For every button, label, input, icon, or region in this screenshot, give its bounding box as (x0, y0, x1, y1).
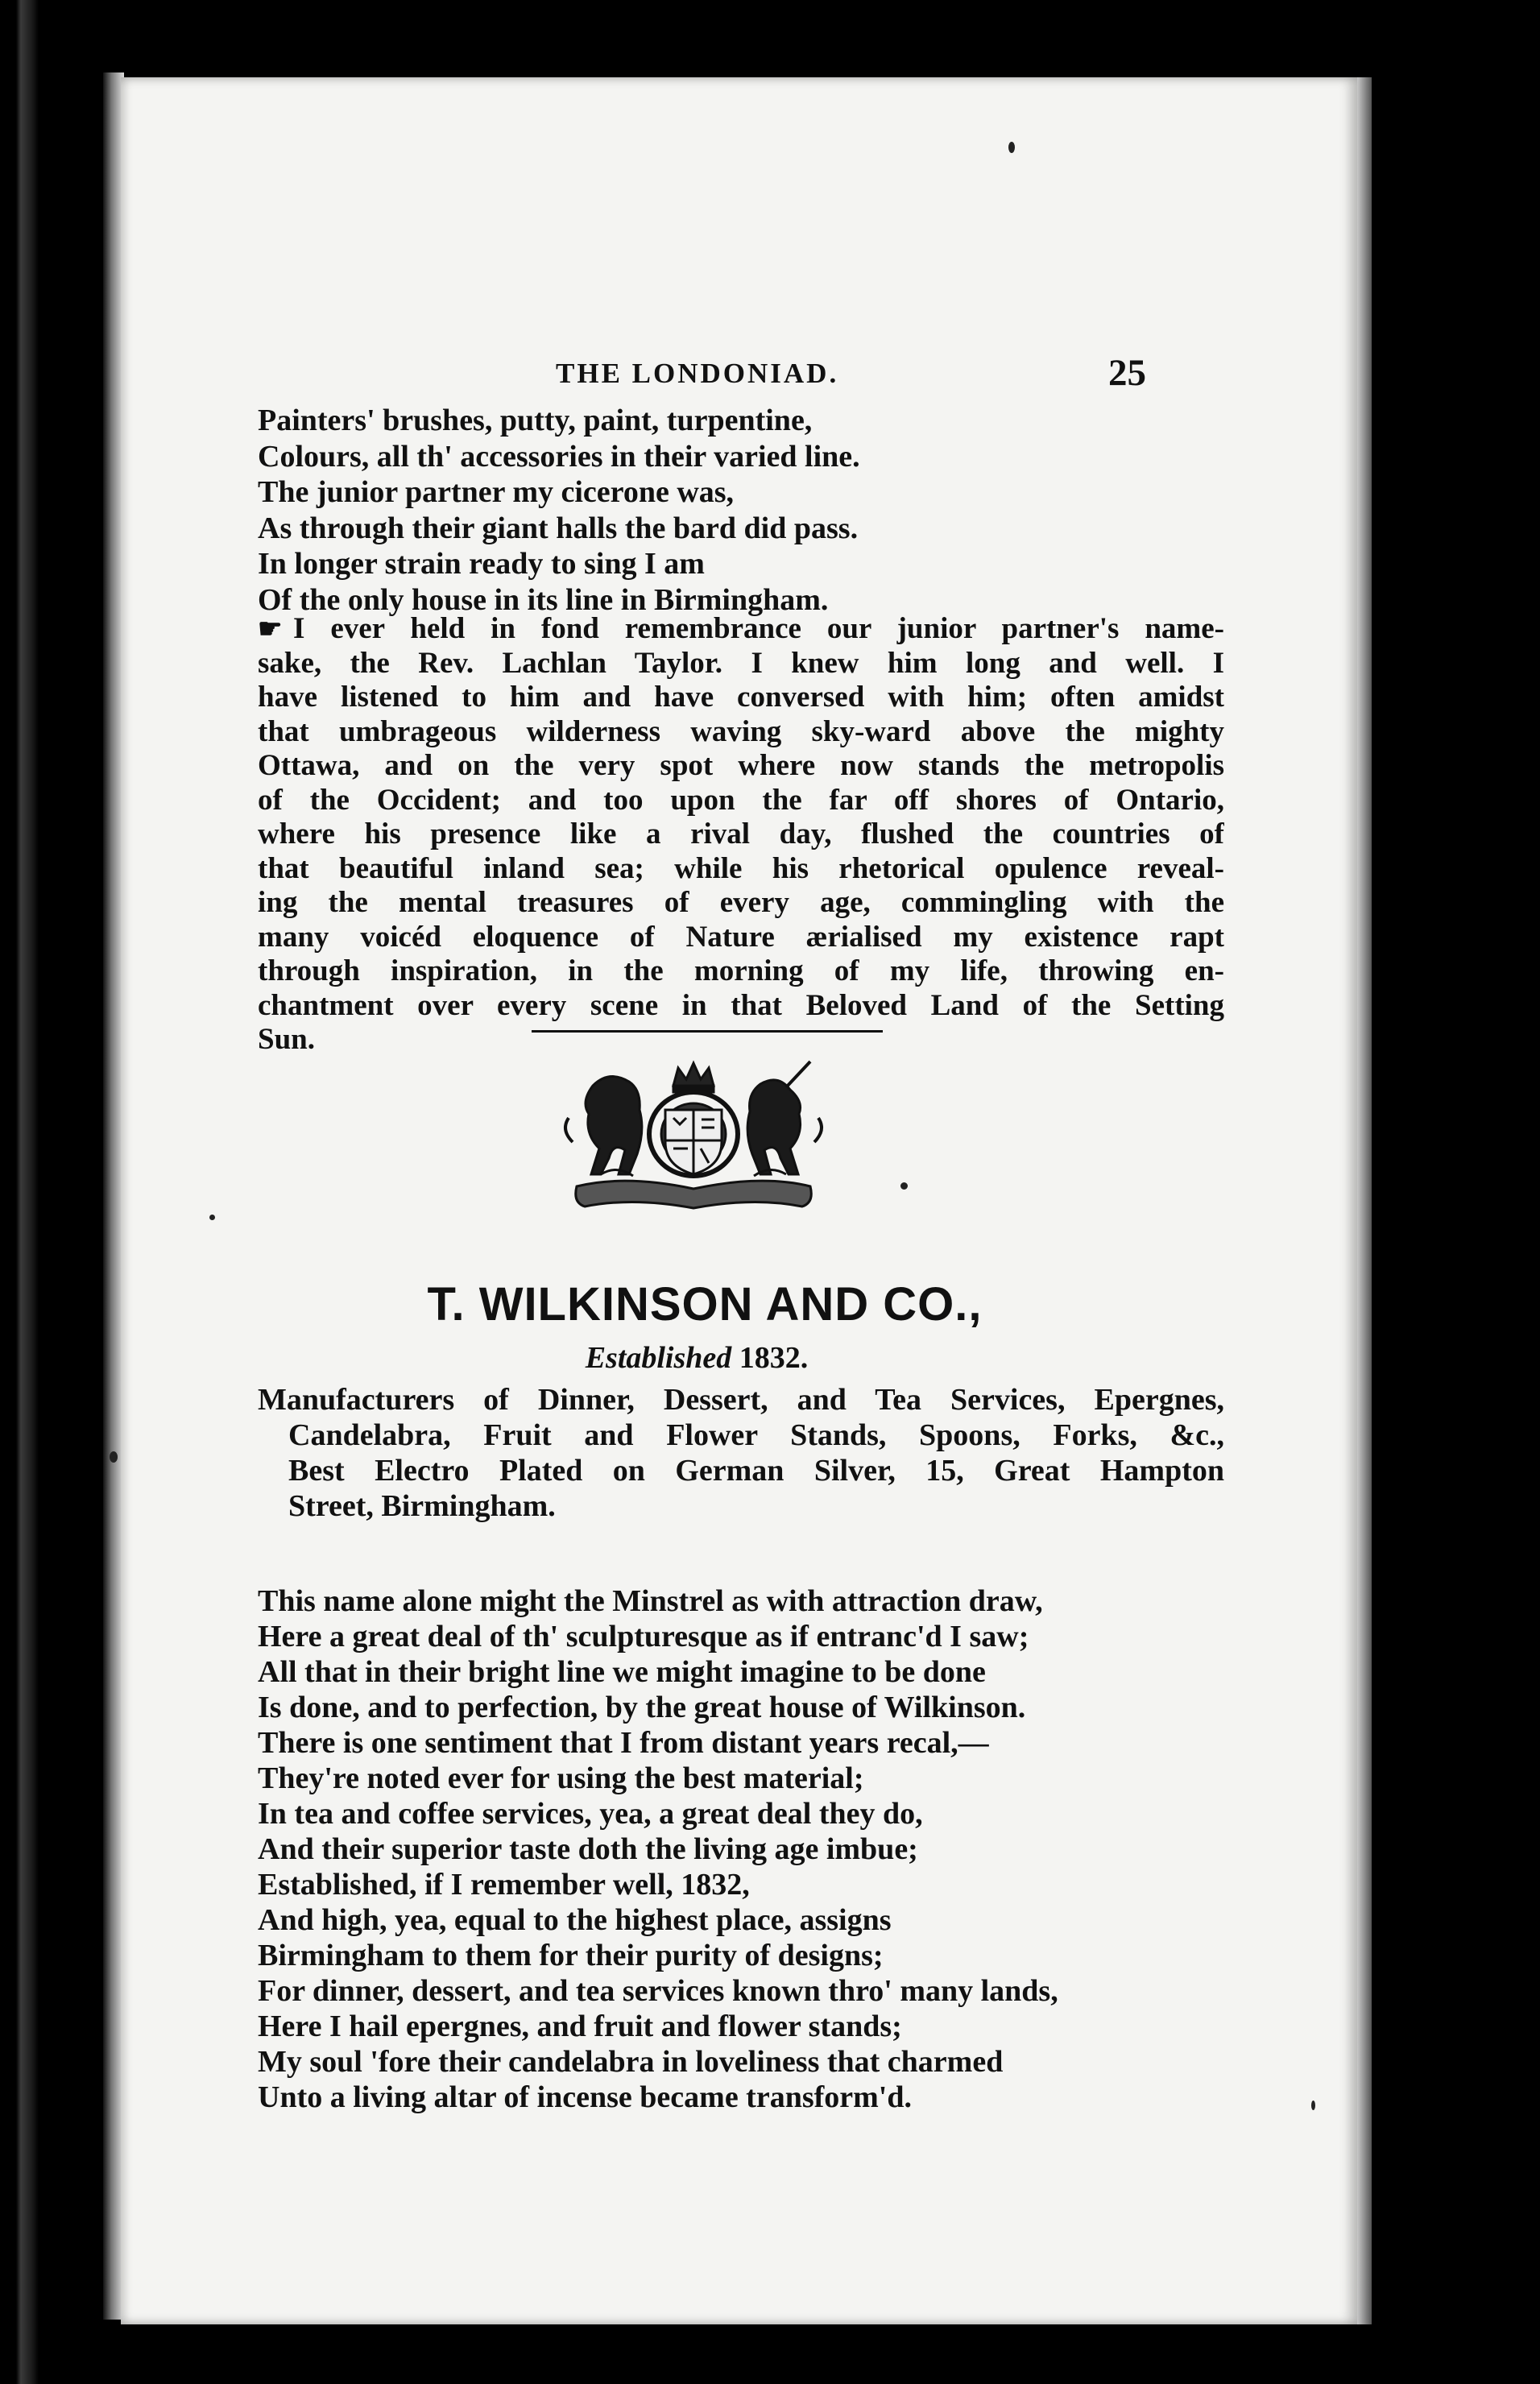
verse-line: Colours, all th' accessories in their varied line. (258, 439, 860, 474)
verse-line: In longer strain ready to sing I am (258, 547, 705, 581)
ad-line: Candelabra, Fruit and Flower Stands, Spoons, Forks, &c., (288, 1418, 1224, 1452)
poem-line: Here I hail epergnes, and fruit and flower stands; (258, 2009, 902, 2043)
print-speck (1008, 142, 1015, 153)
note-line: Ottawa, and on the very spot where now stands the metropolis (258, 749, 1224, 782)
section-rule (532, 1030, 883, 1033)
note-line: where his presence like a rival day, flushed the countries of (258, 817, 1224, 851)
poem-line: And high, yea, equal to the highest place, assigns (258, 1903, 892, 1937)
established-line (121, 1340, 1273, 1376)
ad-line: Street, Birmingham. (288, 1489, 556, 1523)
note-line (258, 612, 1224, 647)
firm-name: T. WILKINSON AND CO., (427, 1278, 983, 1331)
poem-line: There is one sentiment that I from distant years recal,— (258, 1726, 989, 1760)
ad-line: Best Electro Plated on German Silver, 15, Great Hampton (288, 1454, 1224, 1488)
poem-line: All that in their bright line we might imagine to be done (258, 1655, 986, 1689)
page-number: 25 (1108, 352, 1146, 394)
footnote-paragraph (258, 612, 1224, 1057)
book-page (121, 77, 1357, 2324)
poem-line: They're noted ever for using the best material; (258, 1761, 864, 1795)
note-line: through inspiration, in the morning of my life, throwing en- (258, 954, 1224, 987)
verse-line: Of the only house in its line in Birmingham. (258, 582, 829, 617)
note-line: sake, the Rev. Lachlan Taylor. I knew him long and well. I (258, 646, 1224, 680)
verse-top (258, 403, 1184, 618)
note-line: that umbrageous wilderness waving sky-ward above the mighty (258, 714, 1224, 748)
note-line: many voicéd eloquence of Nature ærialised my existence rapt (258, 920, 1224, 954)
note-line: Sun. (258, 1023, 315, 1056)
poem-line: This name alone might the Minstrel as with attraction draw, (258, 1584, 1043, 1618)
print-speck (1311, 2100, 1315, 2110)
print-speck (900, 1182, 908, 1190)
note-line: chantment over every scene in that Beloved Land of the Setting (258, 988, 1224, 1022)
royal-coat-of-arms-icon (544, 1053, 842, 1215)
note-line-text: I ever held in fond remembrance our junior partner's name- (293, 612, 1224, 645)
poem-line: For dinner, dessert, and tea services known thro' many lands, (258, 1974, 1058, 2008)
verse-line: Painters' brushes, putty, paint, turpentine, (258, 404, 813, 437)
note-line: that beautiful inland sea; while his rhetorical opulence reveal- (258, 851, 1224, 885)
established-year: 1832. (739, 1341, 809, 1375)
print-speck (110, 1451, 118, 1463)
running-head-title: THE LONDONIAD. (556, 358, 839, 389)
ad-line: Manufacturers of Dinner, Dessert, and Tea Services, Epergnes, (258, 1383, 1224, 1417)
poem-line: Unto a living altar of incense became transform'd. (258, 2080, 912, 2114)
poem-line: And their superior taste doth the living age imbue; (258, 1832, 918, 1866)
poem-line: My soul 'fore their candelabra in loveliness that charmed (258, 2045, 1004, 2079)
running-head (121, 351, 1357, 399)
poem-line: Is done, and to perfection, by the great house of Wilkinson. (258, 1691, 1026, 1724)
poem-line: Here a great deal of th' sculpturesque as if entranc'd I saw; (258, 1620, 1029, 1653)
note-line: have listened to him and have conversed with him; often amidst (258, 681, 1224, 714)
established-label: Established (585, 1341, 732, 1375)
poem-line: Birmingham to them for their purity of designs; (258, 1939, 884, 1972)
advertisement-description (258, 1382, 1224, 1524)
film-frame-right (1357, 77, 1372, 2324)
poem-line: Established, if I remember well, 1832, (258, 1868, 750, 1902)
verse-line: The junior partner my cicerone was, (258, 475, 735, 509)
pointing-hand-icon: ☛ (258, 615, 283, 644)
note-line: ing the mental treasures of every age, commingling with the (258, 886, 1224, 919)
print-speck (209, 1215, 215, 1220)
verse-line: As through their giant halls the bard did pass. (258, 511, 859, 545)
note-line: of the Occident; and too upon the far off shores of Ontario, (258, 783, 1224, 817)
poem (258, 1583, 1224, 2115)
poem-line: In tea and coffee services, yea, a great deal they do, (258, 1797, 923, 1831)
